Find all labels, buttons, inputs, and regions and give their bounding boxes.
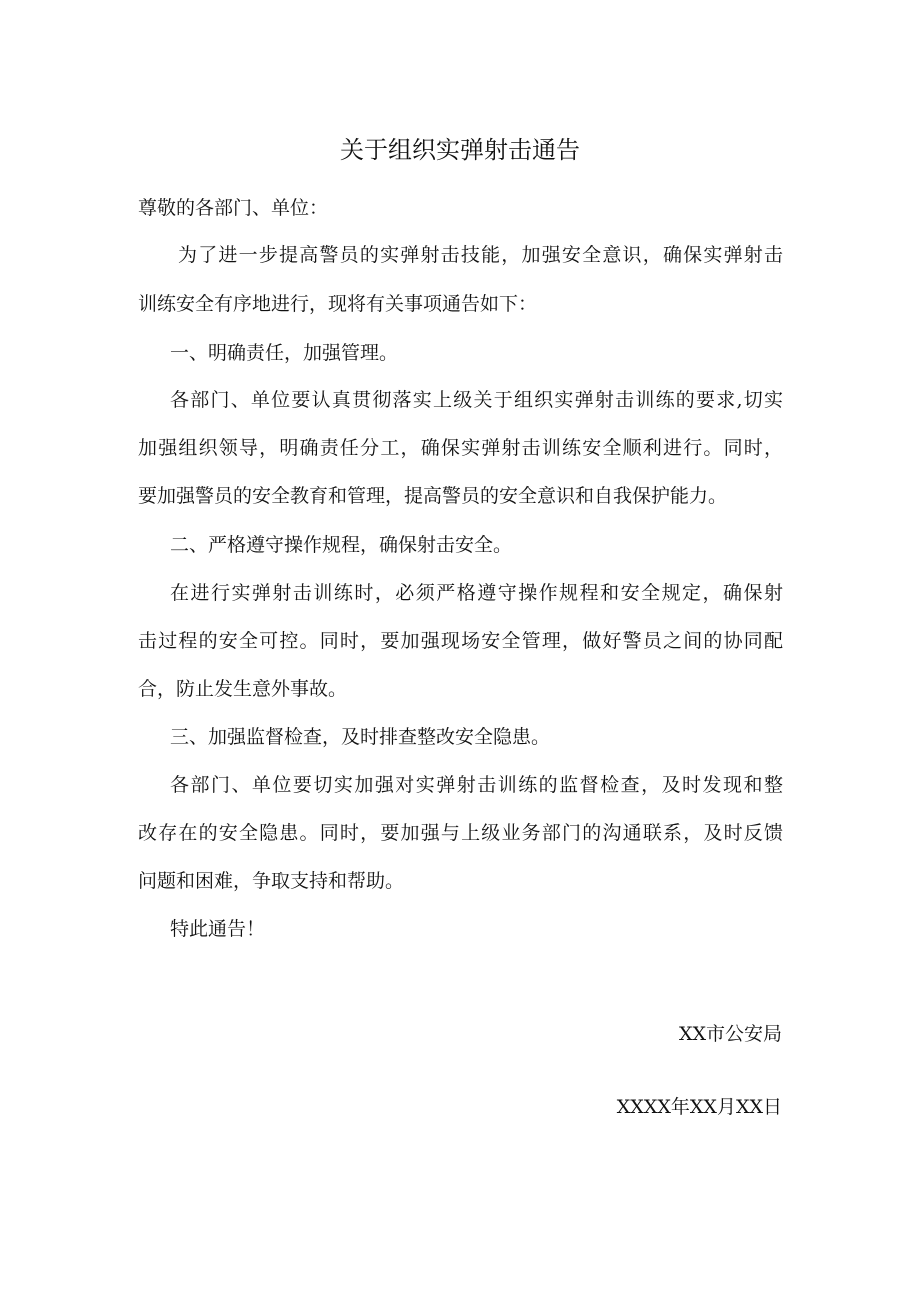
section1-line-3: 要加强警员的安全教育和管理，提高警员的安全意识和自我保护能力。: [138, 485, 728, 507]
section2-heading: 二、严格遵守操作规程，确保射击安全。: [170, 534, 513, 556]
section2-line-1: 在进行实弹射击训练时，必须严格遵守操作规程和安全规定，确保射: [170, 582, 783, 604]
section1-heading: 一、明确责任，加强管理。: [170, 342, 399, 364]
section1-line-2: 加强组织领导，明确责任分工，确保实弹射击训练安全顺利进行。同时，: [138, 437, 783, 459]
section3-heading: 三、加强监督检查，及时排查整改安全隐患。: [170, 726, 551, 748]
section3-line-1: 各部门、单位要切实加强对实弹射击训练的监督检查，及时发现和整: [170, 774, 783, 796]
issue-date: XXXX年XX月XX日: [616, 1096, 782, 1118]
section2-line-3: 合，防止发生意外事故。: [138, 678, 348, 700]
section3-line-3: 问题和困难，争取支持和帮助。: [138, 870, 405, 892]
issuer-name: XX市公安局: [678, 1023, 782, 1045]
salutation: 尊敬的各部门、单位：: [138, 197, 329, 219]
section1-line-1: 各部门、单位要认真贯彻落实上级关于组织实弹射击训练的要求,切实: [170, 389, 783, 411]
section3-line-2: 改存在的安全隐患。同时，要加强与上级业务部门的沟通联系，及时反馈: [138, 822, 783, 844]
intro-line-1: 为了进一步提高警员的实弹射击技能，加强安全意识，确保实弹射击: [178, 244, 783, 266]
closing-remark: 特此通告！: [170, 918, 266, 940]
document-title: 关于组织实弹射击通告: [340, 136, 580, 164]
intro-line-2: 训练安全有序地进行，现将有关事项通告如下：: [138, 293, 538, 315]
section2-line-2: 击过程的安全可控。同时，要加强现场安全管理，做好警员之间的协同配: [138, 630, 783, 652]
